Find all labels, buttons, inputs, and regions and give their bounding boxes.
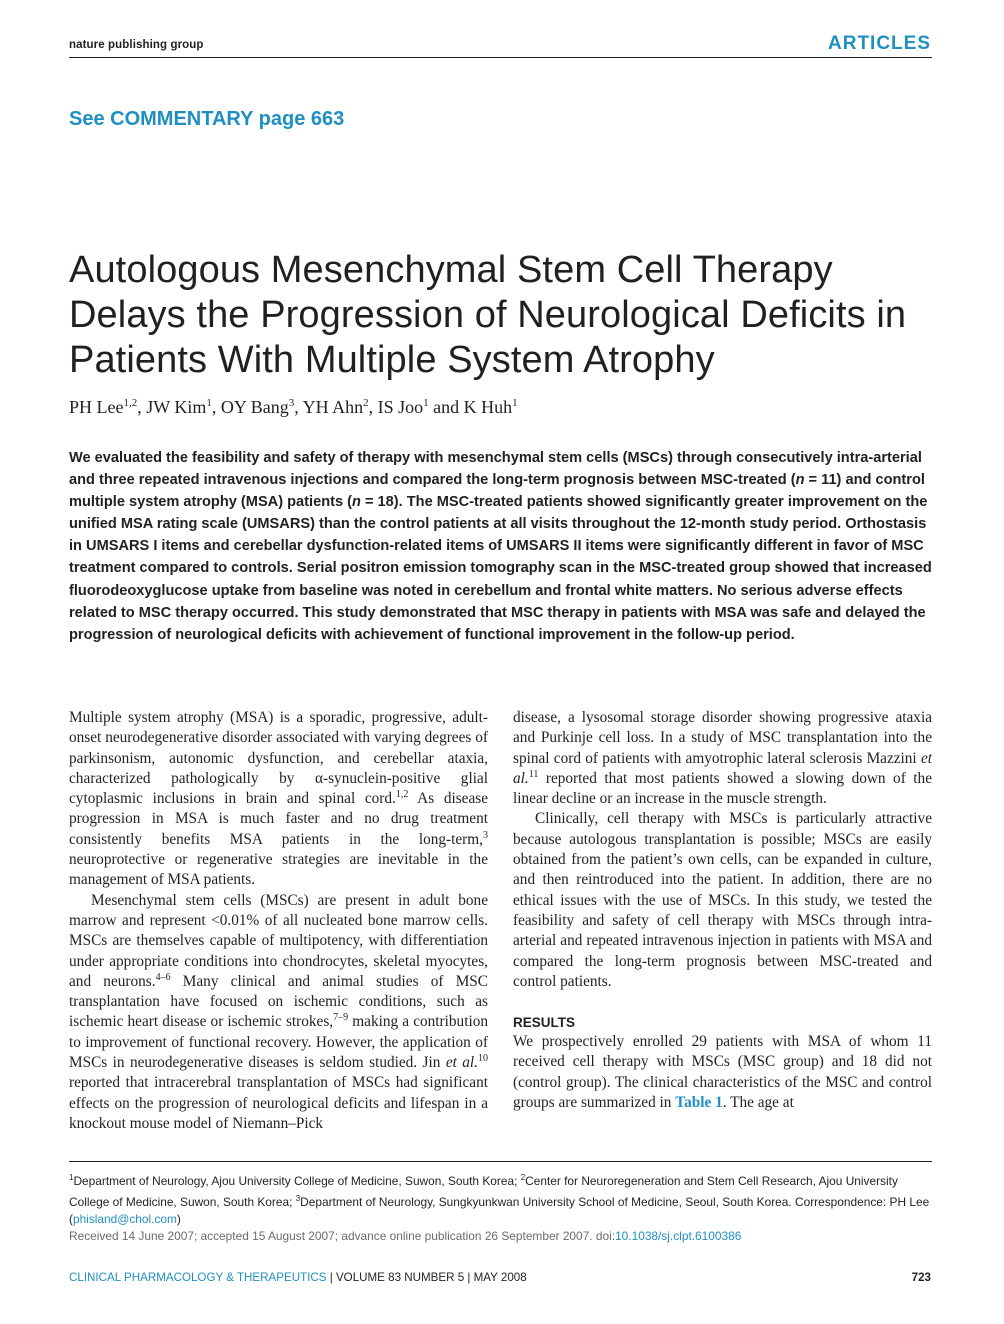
body-column-right [513, 708, 932, 1113]
paragraph: We prospectively enrolled 29 patients with MSA of whom 11 received cell therapy with MSCs (MSC group) and 18 did not (control group). The clinical characteristics of the MSC and control groups are summarized in Table 1. The age at [513, 1033, 932, 1112]
abstract-n: n [795, 472, 805, 489]
author-name: IS Joo [377, 397, 424, 417]
citation: 11 [528, 768, 539, 780]
journal-name: CLINICAL PHARMACOLOGY & THERAPEUTICS [69, 1271, 327, 1284]
paragraph: Clinically, cell therapy with MSCs is particularly attractive because autologous transplantation is possible; MSCs are easily obtained from the patient’s own cells, can be expanded in culture, and then reintroduced into the patient. In addition, there are no ethical issues with the use of MSCs. In this study, we tested the feasibility and safety of cell therapy with MSCs through intra-arterial and repeated intravenous injection in patients with MSA and compared the long-term prognosis between MSC-treated and control patients. [513, 810, 932, 990]
journal-footer [69, 1271, 527, 1284]
author-name: OY Bang [220, 397, 289, 417]
author-list: PH Lee$^{1,2}$, JW Kim$^1$, OY Bang$^3$, YH Ahn$^2$, IS Joo$^1$ and K Huh$^1$ [69, 397, 518, 417]
affiliations: $^1$Department of Neurology, Ajou University College of Medicine, Suwon, South Korea; $^2$Center for Neuroregeneration and Stem Cell Research, Ajou University College of Medicine, Suwon, South Korea; $^3$Department of Neurology, Sungkyunkwan University School of Medicine, Seoul, South Korea. Correspondence: PH Lee (phisland@chol.com) [69, 1173, 930, 1226]
citation: 7–9 [333, 1012, 349, 1024]
author-affiliation: 1,2 [123, 397, 138, 409]
abstract-text: = 11) and control multiple system atrophy (MSA) patients ( [69, 472, 925, 511]
footnote-divider [69, 1161, 932, 1162]
publisher-label: nature publishing group [69, 39, 204, 51]
author-affiliation: 3 [288, 397, 295, 409]
abstract-n: n [352, 494, 361, 511]
citation: 4–6 [155, 971, 171, 983]
commentary-link[interactable]: See COMMENTARY page 663 [69, 108, 345, 130]
section-label: ARTICLES [828, 33, 931, 54]
paragraph: Multiple system atrophy (MSA) is a sporadic, progressive, adult-onset neurodegenerative disorder associated with varying degrees of parkinsonism, autonomic dysfunction, and cerebellar ataxia, characterized pathologically by α-synuclein-positive glial cytoplasmic inclusions in brain and spinal cord.$^{1,2}$ As disease progression in MSA is much faster and no drug treatment consistently benefits MSA patients in the long-term,$^3$ neuroprotective or regenerative strategies are inevitable in the management of MSA patients. [69, 709, 489, 889]
article-title: Autologous Mesenchymal Stem Cell Therapy Delays the Progression of Neurological Deficits in Patients With Multiple System Atrophy [69, 249, 907, 381]
abstract-text: We evaluated the feasibility and safety of therapy with mesenchymal stem cells (MSCs) through consecutively intra-arterial and three repeated intravenous injections and compared the long-term prognosis between MSC-treated ( [69, 450, 922, 489]
author-affiliation: 1 [206, 397, 212, 409]
author-name: K Huh [463, 397, 513, 417]
citation: 1,2 [395, 789, 409, 801]
abstract [69, 447, 933, 646]
volume-info: | VOLUME 83 NUMBER 5 | MAY 2008 [326, 1271, 527, 1284]
received-dates: Received 14 June 2007; accepted 15 August 2007; advance online publication 26 September 2007. doi:10.1038/sj.clpt.6100386 [69, 1229, 742, 1243]
header-divider [69, 57, 932, 58]
body-column-left [69, 708, 488, 1134]
author-affiliation: 1 [423, 397, 429, 409]
paragraph-continued: disease, a lysosomal storage disorder showing progressive ataxia and Purkinje cell loss. In a study of MSC transplantation into the spinal cord of patients with amyotrophic lateral sclerosis Mazzini et al.$^{11}$ reported that most patients showed a slowing down of the linear decline or an increase in the muscle strength. [513, 709, 932, 808]
section-heading-results: RESULTS [513, 1015, 576, 1031]
citation: 3 [483, 829, 488, 841]
paragraph: Mesenchymal stem cells (MSCs) are present in adult bone marrow and represent <0.01% of all nucleated bone marrow cells. MSCs are themselves capable of multipotency, with differentiation under appropriate conditions into chondrocytes, skeletal myocytes, and neurons.$^{4-6}$ Many clinical and animal studies of MSC transplantation have focused on ischemic conditions, such as ischemic heart disease or ischemic strokes,$^{7-9}$ making a contribution to improvement of functional recovery. However, the application of MSCs in neurodegenerative diseases is seldom studied. Jin et al.$^{10}$ reported that intracerebral transplantation of MSCs had significant effects on the progression of neurological deficits and lifespan in a knockout mouse model of Niemann–Pick [69, 891, 489, 1132]
citation: 10 [478, 1052, 488, 1064]
abstract-text: = 18). The MSC-treated patients showed significantly greater improvement on the unified MSA rating scale (UMSARS) than the control patients at all visits throughout the 12-month study period. Orthostasis in UMSARS I items and cerebellar dysfunction-related items of UMSARS II items were significantly different in favor of MSC treatment compared to controls. Serial positron emission tomography scan in the MSC-treated group showed that increased fluorodeoxyglucose uptake from baseline was noted in cerebellum and frontal white matters. No serious adverse effects related to MSC therapy occurred. This study demonstrated that MSC therapy in patients with MSA was safe and delayed the progression of neurological deficits with achievement of functional improvement in the follow-up period. [69, 494, 932, 643]
table-1-link[interactable]: Table 1 [675, 1094, 723, 1112]
doi-link[interactable]: 10.1038/sj.clpt.6100386 [615, 1229, 742, 1243]
author-name: YH Ahn [302, 397, 364, 417]
author-name: PH Lee [69, 397, 124, 417]
author-affiliation: 2 [363, 397, 369, 409]
correspondence-email[interactable]: phisland@chol.com [72, 1211, 177, 1226]
author-name: JW Kim [146, 397, 207, 417]
page-number: 723 [911, 1271, 931, 1284]
author-affiliation: 1 [512, 397, 518, 409]
